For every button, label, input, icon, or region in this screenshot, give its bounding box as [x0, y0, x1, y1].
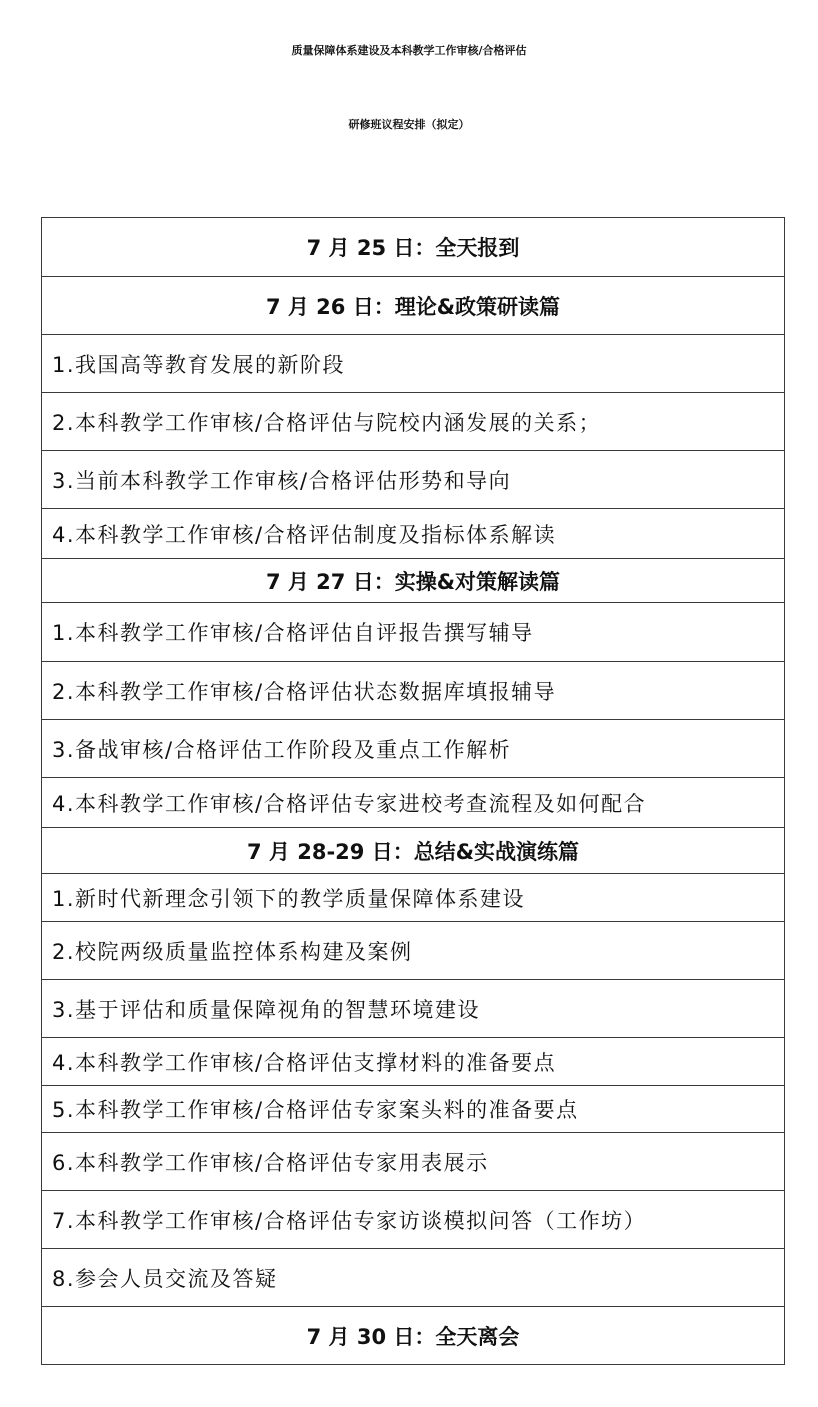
agenda-item-row: 6.本科教学工作审核/合格评估专家用表展示 [42, 1133, 784, 1191]
agenda-item-row: 3.当前本科教学工作审核/合格评估形势和导向 [42, 451, 784, 509]
agenda-item-row: 2.校院两级质量监控体系构建及案例 [42, 922, 784, 980]
agenda-item-row: 2.本科教学工作审核/合格评估与院校内涵发展的关系； [42, 393, 784, 451]
day-header-row: 7 月 26 日：理论&政策研读篇 [42, 277, 784, 335]
document-subtitle: 研修班议程安排（拟定） [348, 118, 470, 131]
agenda-item-row: 4.本科教学工作审核/合格评估专家进校考查流程及如何配合 [42, 778, 784, 828]
agenda-table [41, 217, 785, 1365]
agenda-item-row: 7.本科教学工作审核/合格评估专家访谈模拟问答（工作坊） [42, 1191, 784, 1249]
agenda-item-row: 3.备战审核/合格评估工作阶段及重点工作解析 [42, 720, 784, 778]
agenda-item-row: 1.本科教学工作审核/合格评估自评报告撰写辅导 [42, 603, 784, 662]
agenda-item-row: 4.本科教学工作审核/合格评估制度及指标体系解读 [42, 509, 784, 559]
day-header-row: 7 月 27 日：实操&对策解读篇 [42, 559, 784, 603]
agenda-item-row: 4.本科教学工作审核/合格评估支撑材料的准备要点 [42, 1038, 784, 1086]
agenda-item-row: 2.本科教学工作审核/合格评估状态数据库填报辅导 [42, 662, 784, 720]
agenda-item-row: 5.本科教学工作审核/合格评估专家案头料的准备要点 [42, 1086, 784, 1133]
agenda-item-row: 1.我国高等教育发展的新阶段 [42, 335, 784, 393]
agenda-item-row: 8.参会人员交流及答疑 [42, 1249, 784, 1307]
agenda-item-row: 3.基于评估和质量保障视角的智慧环境建设 [42, 980, 784, 1038]
day-header-row: 7 月 28-29 日：总结&实战演练篇 [42, 828, 784, 874]
document-title: 质量保障体系建设及本科教学工作审核/合格评估 [291, 44, 527, 57]
agenda-item-row: 1.新时代新理念引领下的教学质量保障体系建设 [42, 874, 784, 922]
day-header-row: 7 月 30 日：全天离会 [42, 1307, 784, 1365]
day-header-row: 7 月 25 日：全天报到 [42, 218, 784, 277]
